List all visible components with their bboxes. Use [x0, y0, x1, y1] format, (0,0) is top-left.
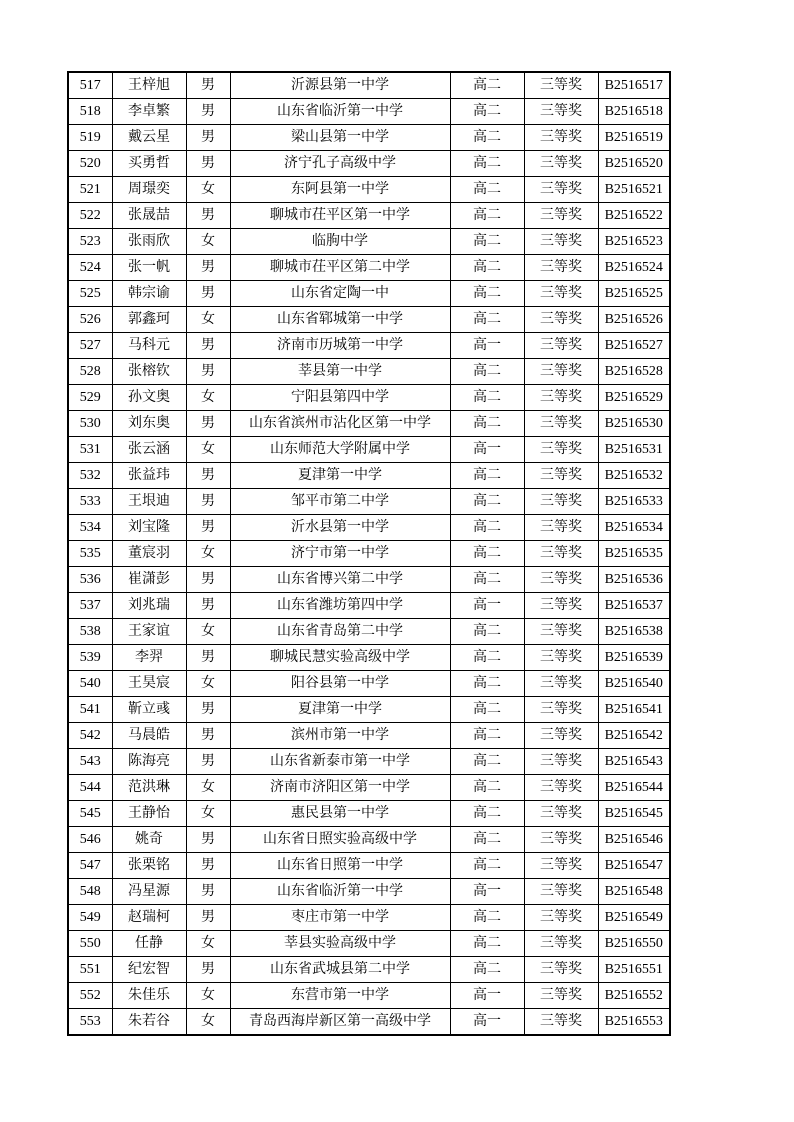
- certificate-code-cell: B2516527: [598, 333, 670, 359]
- gender-cell: 男: [186, 255, 230, 281]
- certificate-code-cell: B2516520: [598, 151, 670, 177]
- student-name-cell: 买勇哲: [112, 151, 186, 177]
- school-name-cell: 山东省郓城第一中学: [230, 307, 450, 333]
- gender-cell: 女: [186, 775, 230, 801]
- award-level-cell: 三等奖: [524, 359, 598, 385]
- table-row: [68, 411, 670, 437]
- school-name-cell: 沂水县第一中学: [230, 515, 450, 541]
- award-level-cell: 三等奖: [524, 255, 598, 281]
- row-number-cell: 534: [68, 515, 112, 541]
- table-row: [68, 437, 670, 463]
- certificate-code-cell: B2516539: [598, 645, 670, 671]
- row-number-cell: 517: [68, 72, 112, 99]
- row-number-cell: 535: [68, 541, 112, 567]
- award-level-cell: 三等奖: [524, 72, 598, 99]
- gender-cell: 男: [186, 333, 230, 359]
- gender-cell: 男: [186, 879, 230, 905]
- row-number-cell: 538: [68, 619, 112, 645]
- table-row: [68, 99, 670, 125]
- table-row: [68, 281, 670, 307]
- row-number-cell: 550: [68, 931, 112, 957]
- grade-cell: 高二: [450, 281, 524, 307]
- row-number-cell: 520: [68, 151, 112, 177]
- certificate-code-cell: B2516543: [598, 749, 670, 775]
- award-level-cell: 三等奖: [524, 125, 598, 151]
- table-row: [68, 307, 670, 333]
- table-row: [68, 619, 670, 645]
- student-name-cell: 张云涵: [112, 437, 186, 463]
- gender-cell: 女: [186, 983, 230, 1009]
- gender-cell: 男: [186, 853, 230, 879]
- school-name-cell: 山东省临沂第一中学: [230, 879, 450, 905]
- school-name-cell: 夏津第一中学: [230, 463, 450, 489]
- certificate-code-cell: B2516521: [598, 177, 670, 203]
- school-name-cell: 山东省临沂第一中学: [230, 99, 450, 125]
- certificate-code-cell: B2516519: [598, 125, 670, 151]
- student-name-cell: 靳立彧: [112, 697, 186, 723]
- grade-cell: 高二: [450, 723, 524, 749]
- grade-cell: 高二: [450, 671, 524, 697]
- certificate-code-cell: B2516517: [598, 72, 670, 99]
- certificate-code-cell: B2516524: [598, 255, 670, 281]
- student-name-cell: 张一帆: [112, 255, 186, 281]
- gender-cell: 女: [186, 385, 230, 411]
- table-row: [68, 541, 670, 567]
- award-level-cell: 三等奖: [524, 983, 598, 1009]
- gender-cell: 男: [186, 151, 230, 177]
- table-row: [68, 255, 670, 281]
- school-name-cell: 阳谷县第一中学: [230, 671, 450, 697]
- certificate-code-cell: B2516518: [598, 99, 670, 125]
- certificate-code-cell: B2516538: [598, 619, 670, 645]
- gender-cell: 女: [186, 177, 230, 203]
- award-level-cell: 三等奖: [524, 567, 598, 593]
- table-row: [68, 515, 670, 541]
- grade-cell: 高二: [450, 229, 524, 255]
- table-row: [68, 1009, 670, 1036]
- row-number-cell: 542: [68, 723, 112, 749]
- row-number-cell: 536: [68, 567, 112, 593]
- certificate-code-cell: B2516525: [598, 281, 670, 307]
- row-number-cell: 518: [68, 99, 112, 125]
- gender-cell: 男: [186, 411, 230, 437]
- student-name-cell: 刘宝隆: [112, 515, 186, 541]
- grade-cell: 高一: [450, 1009, 524, 1036]
- student-name-cell: 王昊宸: [112, 671, 186, 697]
- table-row: [68, 931, 670, 957]
- table-row: [68, 983, 670, 1009]
- certificate-code-cell: B2516551: [598, 957, 670, 983]
- gender-cell: 男: [186, 827, 230, 853]
- gender-cell: 男: [186, 359, 230, 385]
- gender-cell: 男: [186, 905, 230, 931]
- student-name-cell: 王家谊: [112, 619, 186, 645]
- gender-cell: 男: [186, 99, 230, 125]
- school-name-cell: 山东省日照实验高级中学: [230, 827, 450, 853]
- table-row: [68, 72, 670, 99]
- table-row: [68, 567, 670, 593]
- table-row: [68, 749, 670, 775]
- student-name-cell: 马科元: [112, 333, 186, 359]
- table-row: [68, 359, 670, 385]
- row-number-cell: 543: [68, 749, 112, 775]
- row-number-cell: 524: [68, 255, 112, 281]
- award-level-cell: 三等奖: [524, 853, 598, 879]
- student-name-cell: 张榕钦: [112, 359, 186, 385]
- table-row: [68, 151, 670, 177]
- award-level-cell: 三等奖: [524, 723, 598, 749]
- grade-cell: 高二: [450, 697, 524, 723]
- school-name-cell: 夏津第一中学: [230, 697, 450, 723]
- student-name-cell: 孙文奥: [112, 385, 186, 411]
- student-name-cell: 任静: [112, 931, 186, 957]
- row-number-cell: 546: [68, 827, 112, 853]
- student-name-cell: 李卓繁: [112, 99, 186, 125]
- award-level-cell: 三等奖: [524, 203, 598, 229]
- row-number-cell: 526: [68, 307, 112, 333]
- certificate-code-cell: B2516534: [598, 515, 670, 541]
- school-name-cell: 济南市历城第一中学: [230, 333, 450, 359]
- gender-cell: 男: [186, 489, 230, 515]
- grade-cell: 高一: [450, 593, 524, 619]
- award-level-cell: 三等奖: [524, 307, 598, 333]
- student-name-cell: 张栗铭: [112, 853, 186, 879]
- student-name-cell: 刘兆瑞: [112, 593, 186, 619]
- grade-cell: 高二: [450, 125, 524, 151]
- certificate-code-cell: B2516532: [598, 463, 670, 489]
- table-row: [68, 697, 670, 723]
- gender-cell: 女: [186, 437, 230, 463]
- award-level-cell: 三等奖: [524, 879, 598, 905]
- gender-cell: 男: [186, 515, 230, 541]
- school-name-cell: 青岛西海岸新区第一高级中学: [230, 1009, 450, 1036]
- grade-cell: 高二: [450, 72, 524, 99]
- award-list-table: [67, 71, 671, 1036]
- gender-cell: 男: [186, 281, 230, 307]
- school-name-cell: 滨州市第一中学: [230, 723, 450, 749]
- student-name-cell: 马晨皓: [112, 723, 186, 749]
- grade-cell: 高一: [450, 879, 524, 905]
- student-name-cell: 张益玮: [112, 463, 186, 489]
- award-level-cell: 三等奖: [524, 177, 598, 203]
- gender-cell: 男: [186, 957, 230, 983]
- row-number-cell: 532: [68, 463, 112, 489]
- school-name-cell: 山东师范大学附属中学: [230, 437, 450, 463]
- grade-cell: 高二: [450, 385, 524, 411]
- award-list-body: [68, 72, 670, 1035]
- gender-cell: 女: [186, 541, 230, 567]
- student-name-cell: 范洪琳: [112, 775, 186, 801]
- row-number-cell: 533: [68, 489, 112, 515]
- school-name-cell: 山东省博兴第二中学: [230, 567, 450, 593]
- table-row: [68, 385, 670, 411]
- grade-cell: 高二: [450, 515, 524, 541]
- award-level-cell: 三等奖: [524, 749, 598, 775]
- student-name-cell: 朱若谷: [112, 1009, 186, 1036]
- row-number-cell: 521: [68, 177, 112, 203]
- award-level-cell: 三等奖: [524, 489, 598, 515]
- student-name-cell: 王梓旭: [112, 72, 186, 99]
- school-name-cell: 聊城民慧实验高级中学: [230, 645, 450, 671]
- certificate-code-cell: B2516553: [598, 1009, 670, 1036]
- school-name-cell: 惠民县第一中学: [230, 801, 450, 827]
- grade-cell: 高二: [450, 255, 524, 281]
- grade-cell: 高二: [450, 905, 524, 931]
- gender-cell: 女: [186, 619, 230, 645]
- award-level-cell: 三等奖: [524, 697, 598, 723]
- school-name-cell: 济宁市第一中学: [230, 541, 450, 567]
- row-number-cell: 523: [68, 229, 112, 255]
- grade-cell: 高二: [450, 827, 524, 853]
- certificate-code-cell: B2516548: [598, 879, 670, 905]
- student-name-cell: 王静怡: [112, 801, 186, 827]
- school-name-cell: 邹平市第二中学: [230, 489, 450, 515]
- grade-cell: 高二: [450, 567, 524, 593]
- gender-cell: 男: [186, 463, 230, 489]
- table-row: [68, 463, 670, 489]
- certificate-code-cell: B2516522: [598, 203, 670, 229]
- certificate-code-cell: B2516546: [598, 827, 670, 853]
- grade-cell: 高二: [450, 775, 524, 801]
- certificate-code-cell: B2516549: [598, 905, 670, 931]
- table-row: [68, 203, 670, 229]
- student-name-cell: 郭鑫珂: [112, 307, 186, 333]
- student-name-cell: 王垠迪: [112, 489, 186, 515]
- school-name-cell: 梁山县第一中学: [230, 125, 450, 151]
- row-number-cell: 548: [68, 879, 112, 905]
- gender-cell: 男: [186, 645, 230, 671]
- certificate-code-cell: B2516523: [598, 229, 670, 255]
- certificate-code-cell: B2516542: [598, 723, 670, 749]
- row-number-cell: 537: [68, 593, 112, 619]
- table-row: [68, 905, 670, 931]
- award-level-cell: 三等奖: [524, 671, 598, 697]
- school-name-cell: 沂源县第一中学: [230, 72, 450, 99]
- certificate-code-cell: B2516552: [598, 983, 670, 1009]
- grade-cell: 高一: [450, 437, 524, 463]
- row-number-cell: 529: [68, 385, 112, 411]
- certificate-code-cell: B2516529: [598, 385, 670, 411]
- grade-cell: 高二: [450, 645, 524, 671]
- row-number-cell: 519: [68, 125, 112, 151]
- school-name-cell: 聊城市茌平区第一中学: [230, 203, 450, 229]
- row-number-cell: 530: [68, 411, 112, 437]
- gender-cell: 女: [186, 931, 230, 957]
- table-row: [68, 723, 670, 749]
- student-name-cell: 韩宗谕: [112, 281, 186, 307]
- gender-cell: 男: [186, 203, 230, 229]
- row-number-cell: 540: [68, 671, 112, 697]
- grade-cell: 高二: [450, 801, 524, 827]
- school-name-cell: 临朐中学: [230, 229, 450, 255]
- table-row: [68, 827, 670, 853]
- student-name-cell: 冯星源: [112, 879, 186, 905]
- grade-cell: 高二: [450, 957, 524, 983]
- table-row: [68, 177, 670, 203]
- certificate-code-cell: B2516528: [598, 359, 670, 385]
- grade-cell: 高二: [450, 489, 524, 515]
- student-name-cell: 戴云星: [112, 125, 186, 151]
- table-row: [68, 593, 670, 619]
- certificate-code-cell: B2516537: [598, 593, 670, 619]
- award-level-cell: 三等奖: [524, 515, 598, 541]
- grade-cell: 高二: [450, 151, 524, 177]
- award-level-cell: 三等奖: [524, 229, 598, 255]
- certificate-code-cell: B2516545: [598, 801, 670, 827]
- table-row: [68, 879, 670, 905]
- row-number-cell: 551: [68, 957, 112, 983]
- student-name-cell: 纪宏智: [112, 957, 186, 983]
- gender-cell: 男: [186, 723, 230, 749]
- school-name-cell: 东营市第一中学: [230, 983, 450, 1009]
- table-row: [68, 229, 670, 255]
- school-name-cell: 莘县第一中学: [230, 359, 450, 385]
- row-number-cell: 553: [68, 1009, 112, 1036]
- row-number-cell: 545: [68, 801, 112, 827]
- table-row: [68, 801, 670, 827]
- certificate-code-cell: B2516547: [598, 853, 670, 879]
- award-level-cell: 三等奖: [524, 437, 598, 463]
- grade-cell: 高二: [450, 853, 524, 879]
- row-number-cell: 552: [68, 983, 112, 1009]
- student-name-cell: 张晟喆: [112, 203, 186, 229]
- school-name-cell: 枣庄市第一中学: [230, 905, 450, 931]
- table-row: [68, 125, 670, 151]
- table-row: [68, 957, 670, 983]
- student-name-cell: 董宸羽: [112, 541, 186, 567]
- gender-cell: 男: [186, 697, 230, 723]
- grade-cell: 高二: [450, 177, 524, 203]
- award-level-cell: 三等奖: [524, 151, 598, 177]
- student-name-cell: 李羿: [112, 645, 186, 671]
- grade-cell: 高一: [450, 333, 524, 359]
- table-row: [68, 333, 670, 359]
- award-level-cell: 三等奖: [524, 801, 598, 827]
- student-name-cell: 周璟奕: [112, 177, 186, 203]
- certificate-code-cell: B2516540: [598, 671, 670, 697]
- certificate-code-cell: B2516533: [598, 489, 670, 515]
- grade-cell: 高二: [450, 541, 524, 567]
- gender-cell: 女: [186, 1009, 230, 1036]
- award-level-cell: 三等奖: [524, 385, 598, 411]
- table-row: [68, 853, 670, 879]
- gender-cell: 男: [186, 567, 230, 593]
- table-row: [68, 645, 670, 671]
- student-name-cell: 赵瑞柯: [112, 905, 186, 931]
- school-name-cell: 莘县实验高级中学: [230, 931, 450, 957]
- row-number-cell: 549: [68, 905, 112, 931]
- grade-cell: 高二: [450, 203, 524, 229]
- table-row: [68, 489, 670, 515]
- row-number-cell: 547: [68, 853, 112, 879]
- certificate-code-cell: B2516531: [598, 437, 670, 463]
- student-name-cell: 刘东奥: [112, 411, 186, 437]
- certificate-code-cell: B2516526: [598, 307, 670, 333]
- certificate-code-cell: B2516550: [598, 931, 670, 957]
- row-number-cell: 528: [68, 359, 112, 385]
- award-level-cell: 三等奖: [524, 99, 598, 125]
- gender-cell: 男: [186, 593, 230, 619]
- table-row: [68, 671, 670, 697]
- student-name-cell: 崔潇彭: [112, 567, 186, 593]
- gender-cell: 女: [186, 801, 230, 827]
- row-number-cell: 525: [68, 281, 112, 307]
- gender-cell: 女: [186, 671, 230, 697]
- school-name-cell: 聊城市茌平区第二中学: [230, 255, 450, 281]
- grade-cell: 高二: [450, 931, 524, 957]
- grade-cell: 高二: [450, 619, 524, 645]
- row-number-cell: 531: [68, 437, 112, 463]
- table-row: [68, 775, 670, 801]
- row-number-cell: 522: [68, 203, 112, 229]
- award-level-cell: 三等奖: [524, 463, 598, 489]
- row-number-cell: 541: [68, 697, 112, 723]
- row-number-cell: 527: [68, 333, 112, 359]
- certificate-code-cell: B2516536: [598, 567, 670, 593]
- student-name-cell: 陈海亮: [112, 749, 186, 775]
- certificate-code-cell: B2516544: [598, 775, 670, 801]
- student-name-cell: 姚奇: [112, 827, 186, 853]
- award-level-cell: 三等奖: [524, 333, 598, 359]
- school-name-cell: 山东省新泰市第一中学: [230, 749, 450, 775]
- school-name-cell: 山东省滨州市沾化区第一中学: [230, 411, 450, 437]
- school-name-cell: 山东省青岛第二中学: [230, 619, 450, 645]
- row-number-cell: 544: [68, 775, 112, 801]
- award-level-cell: 三等奖: [524, 775, 598, 801]
- award-level-cell: 三等奖: [524, 905, 598, 931]
- award-level-cell: 三等奖: [524, 931, 598, 957]
- gender-cell: 女: [186, 229, 230, 255]
- school-name-cell: 山东省定陶一中: [230, 281, 450, 307]
- grade-cell: 高二: [450, 99, 524, 125]
- gender-cell: 女: [186, 307, 230, 333]
- school-name-cell: 山东省潍坊第四中学: [230, 593, 450, 619]
- school-name-cell: 东阿县第一中学: [230, 177, 450, 203]
- certificate-code-cell: B2516541: [598, 697, 670, 723]
- award-level-cell: 三等奖: [524, 619, 598, 645]
- school-name-cell: 济南市济阳区第一中学: [230, 775, 450, 801]
- award-level-cell: 三等奖: [524, 957, 598, 983]
- certificate-code-cell: B2516535: [598, 541, 670, 567]
- award-level-cell: 三等奖: [524, 1009, 598, 1036]
- certificate-code-cell: B2516530: [598, 411, 670, 437]
- school-name-cell: 宁阳县第四中学: [230, 385, 450, 411]
- award-level-cell: 三等奖: [524, 827, 598, 853]
- award-level-cell: 三等奖: [524, 411, 598, 437]
- grade-cell: 高二: [450, 359, 524, 385]
- award-level-cell: 三等奖: [524, 281, 598, 307]
- grade-cell: 高一: [450, 983, 524, 1009]
- grade-cell: 高二: [450, 307, 524, 333]
- award-level-cell: 三等奖: [524, 541, 598, 567]
- grade-cell: 高二: [450, 411, 524, 437]
- gender-cell: 男: [186, 749, 230, 775]
- school-name-cell: 山东省武城县第二中学: [230, 957, 450, 983]
- school-name-cell: 山东省日照第一中学: [230, 853, 450, 879]
- row-number-cell: 539: [68, 645, 112, 671]
- award-level-cell: 三等奖: [524, 645, 598, 671]
- grade-cell: 高二: [450, 749, 524, 775]
- student-name-cell: 张雨欣: [112, 229, 186, 255]
- gender-cell: 男: [186, 125, 230, 151]
- grade-cell: 高二: [450, 463, 524, 489]
- student-name-cell: 朱佳乐: [112, 983, 186, 1009]
- gender-cell: 男: [186, 72, 230, 99]
- school-name-cell: 济宁孔子高级中学: [230, 151, 450, 177]
- award-level-cell: 三等奖: [524, 593, 598, 619]
